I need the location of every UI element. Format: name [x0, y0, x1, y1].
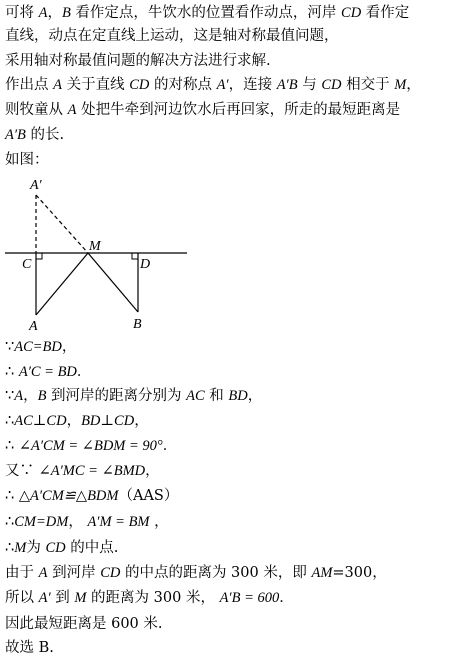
label-a-prime: A′ — [30, 178, 42, 193]
paragraph-1-line-3: 采用轴对称最值问题的解决方法进行求解. — [5, 53, 271, 69]
segment-m-b — [88, 253, 138, 312]
figure-caption: 如图： — [5, 152, 49, 168]
step-11: 所以 A′ 到 M 的距离为 300 米， A′B = 600． — [5, 590, 294, 606]
step-8: ∴CM=DM， A′M = BM ， — [5, 514, 169, 530]
right-angle-mark-c — [36, 253, 42, 259]
paragraph-1-line-1: 可将 A，B 看作定点，牛饮水的位置看作动点，河岸 CD 看作定 — [5, 5, 410, 21]
segment-a-m — [36, 253, 88, 315]
right-angle-mark-d — [132, 253, 138, 259]
step-1: ∵AC=BD， — [5, 339, 77, 355]
paragraph-2-line-2: 则牧童从 A 处把牛牵到河边饮水后再回家，所走的最短距离是 — [5, 102, 401, 118]
step-12: 因此最短距离是 600 米. — [5, 616, 163, 632]
segment-a-prime-to-m — [36, 195, 88, 253]
step-7: ∴ △A′CM≌△BDM（AAS） — [5, 488, 179, 504]
step-6: 又∵ ∠A′MC = ∠BMD， — [5, 463, 160, 479]
label-m: M — [89, 239, 101, 254]
label-b: B — [133, 317, 142, 332]
step-3: ∵A，B 到河岸的距离分别为 AC 和 BD， — [5, 388, 263, 404]
label-a: A — [29, 319, 38, 334]
paragraph-1-line-2: 直线，动点在定直线上运动，这是轴对称最值问题， — [5, 28, 339, 44]
label-d: D — [140, 257, 151, 272]
step-10: 由于 A 到河岸 CD 的中点的距离为 300 米，即 AM=300， — [5, 565, 387, 581]
step-5: ∴ ∠A′CM = ∠BDM = 90°． — [5, 438, 178, 454]
paragraph-2-line-3: A′B 的长. — [5, 127, 65, 143]
step-9: ∴M为 CD 的中点. — [5, 540, 119, 556]
step-13: 故选 B. — [5, 640, 54, 656]
step-4: ∴AC⊥CD，BD⊥CD， — [5, 413, 149, 429]
geometry-figure — [0, 172, 200, 337]
label-c: C — [22, 257, 32, 272]
step-2: ∴ A′C = BD． — [5, 364, 92, 380]
paragraph-2-line-1: 作出点 A 关于直线 CD 的对称点 A′，连接 A′B 与 CD 相交于 M， — [5, 77, 421, 93]
